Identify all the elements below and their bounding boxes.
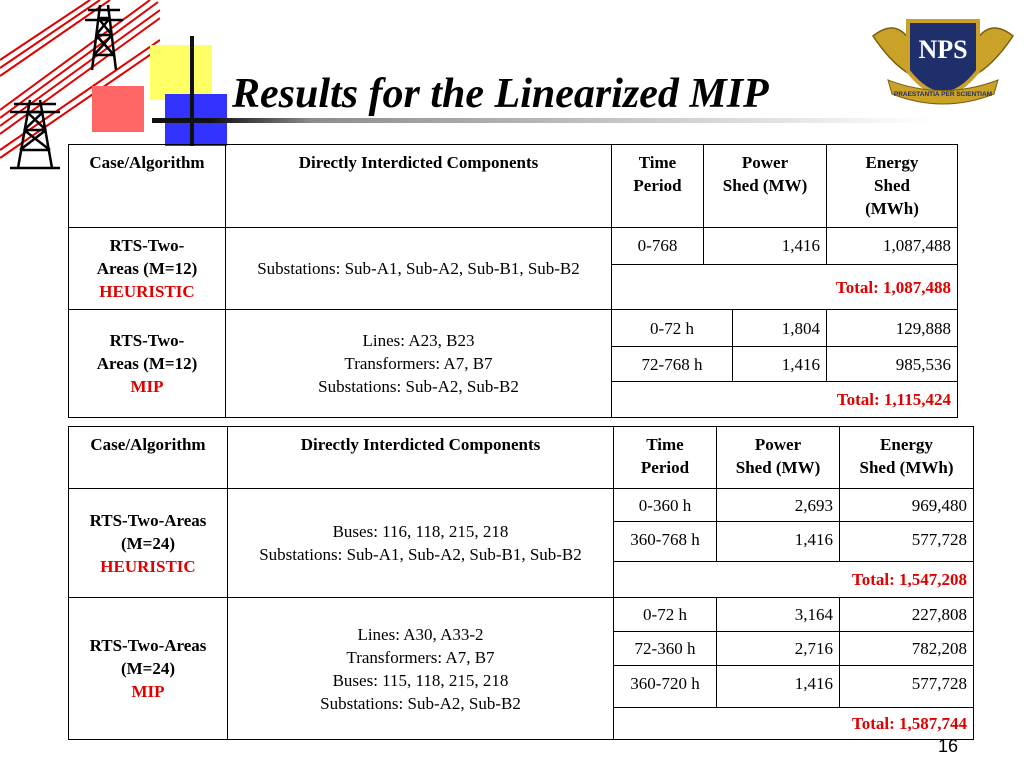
nps-seal-logo [868,6,1018,126]
energy-cell: 1,087,488 [827,228,958,265]
case-cell: RTS-Two- Areas (M=12) MIP [69,310,226,418]
components-cell: Lines: A30, A33-2 Transformers: A7, B7 Buses: 115, 118, 215, 218 Substations: Sub-A2, Sub-B2 [228,598,614,740]
header-power: Power Shed (MW) [704,145,827,228]
case-cell: RTS-Two- Areas (M=12) HEURISTIC [69,228,226,310]
seal-letters: NPS [918,35,968,64]
energy-cell: 227,808 [840,598,974,632]
components-cell: Substations: Sub-A1, Sub-A2, Sub-B1, Sub-B2 [226,228,612,310]
table-row [69,489,974,522]
power-cell: 1,416 [717,522,840,562]
results-table-m24 [68,426,974,740]
energy-cell: 782,208 [840,632,974,666]
table-row [69,310,958,347]
energy-cell: 129,888 [827,310,958,347]
header-case: Case/Algorithm [69,145,226,228]
components-cell: Buses: 116, 118, 215, 218 Substations: Sub-A1, Sub-A2, Sub-B1, Sub-B2 [228,489,614,598]
header-time: Time Period [614,427,717,489]
total-cell: Total: 1,587,744 [614,708,974,740]
header-case: Case/Algorithm [69,427,228,489]
slide-number: 16 [938,736,959,756]
decor-vertical-line [190,36,194,146]
title-underline [152,118,972,123]
time-cell: 360-720 h [614,666,717,708]
time-cell: 0-768 [612,228,704,265]
power-cell: 2,693 [717,489,840,522]
energy-cell: 577,728 [840,666,974,708]
decor-yellow-square [150,45,212,100]
time-cell: 0-360 h [614,489,717,522]
table-row [69,598,974,632]
header-power: Power Shed (MW) [717,427,840,489]
power-cell: 1,416 [704,228,827,265]
components-cell: Lines: A23, B23 Transformers: A7, B7 Substations: Sub-A2, Sub-B2 [226,310,612,418]
power-cell: 2,716 [717,632,840,666]
slide-title: Results for the Linearized MIP [232,71,769,117]
total-cell: Total: 1,115,424 [612,382,958,418]
table-row [69,228,958,265]
energy-cell: 577,728 [840,522,974,562]
time-cell: 72-360 h [614,632,717,666]
total-cell: Total: 1,547,208 [614,562,974,598]
table-header-row [69,427,974,489]
header-energy: Energy Shed (MWh) [827,145,958,228]
time-cell: 0-72 h [612,310,733,347]
case-cell: RTS-Two-Areas (M=24) HEURISTIC [69,489,228,598]
header-time: Time Period [612,145,704,228]
energy-cell: 969,480 [840,489,974,522]
power-cell: 1,416 [717,666,840,708]
time-cell: 360-768 h [614,522,717,562]
header-components: Directly Interdicted Components [226,145,612,228]
table-header-row [69,145,958,228]
header-energy: Energy Shed (MWh) [840,427,974,489]
power-cell: 3,164 [717,598,840,632]
time-cell: 0-72 h [614,598,717,632]
total-cell: Total: 1,087,488 [612,265,958,310]
power-cell: 1,416 [733,347,827,382]
time-cell: 72-768 h [612,347,733,382]
results-table-m12 [68,144,958,418]
case-cell: RTS-Two-Areas (M=24) MIP [69,598,228,740]
decor-red-square [92,86,144,132]
energy-cell: 985,536 [827,347,958,382]
header-components: Directly Interdicted Components [228,427,614,489]
seal-motto: PRAESTANTIA PER SCIENTIAM [893,91,993,98]
power-cell: 1,804 [733,310,827,347]
